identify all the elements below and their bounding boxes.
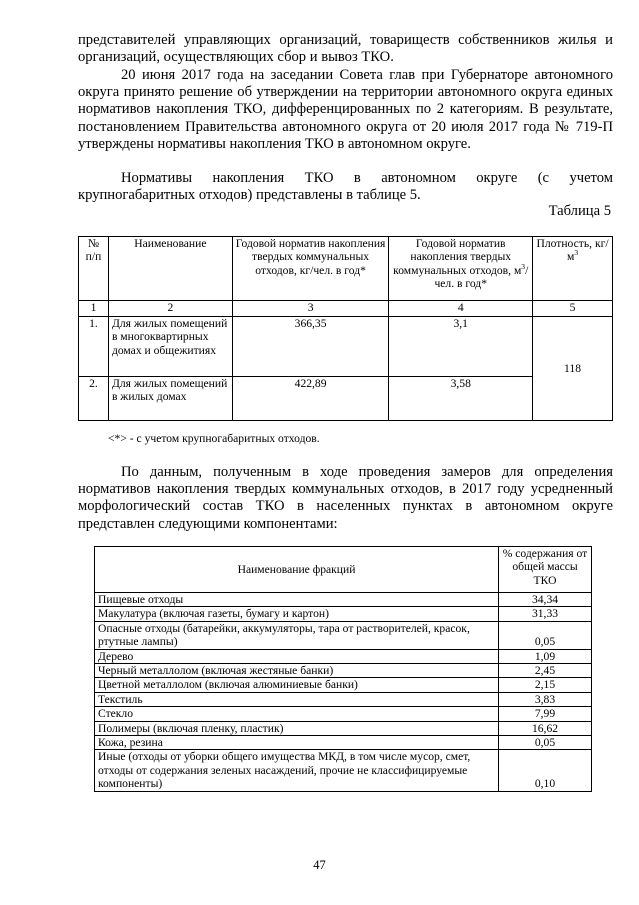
table-row — [95, 707, 592, 721]
t6-fraction-value: 7,99 — [499, 707, 592, 721]
table-5-caption: Таблица 5 — [548, 203, 611, 219]
t6-fraction-value: 0,05 — [499, 736, 592, 750]
table-row — [95, 678, 592, 692]
t5-colnum: 4 — [389, 301, 533, 317]
table-row — [95, 649, 592, 663]
table-row — [95, 692, 592, 706]
t6-fraction-value: 2,15 — [499, 678, 592, 692]
t5-header-mass: Годовой норматив накопления твердых коммунальных отходов, кг/чел. в год* — [232, 237, 389, 301]
t6-fraction-name: Иные (отходы от уборки общего имущества МКД, в том числе мусор, смет, отходы от содержания зеленых насаждений, прочие не классифицируемые компоненты) — [95, 750, 499, 791]
t5-colnum: 1 — [79, 301, 109, 317]
t5-row-mass: 366,35 — [232, 317, 389, 377]
t6-fraction-value: 16,62 — [499, 721, 592, 735]
table-row — [95, 736, 592, 750]
t5-row-name: Для жилых помещений в жилых домах — [108, 377, 232, 421]
t6-fraction-name: Дерево — [95, 649, 499, 663]
t6-fraction-name: Стекло — [95, 707, 499, 721]
page-number: 47 — [313, 858, 326, 872]
t5-row-volume: 3,1 — [389, 317, 533, 377]
table-row — [79, 317, 613, 377]
t5-colnum: 5 — [533, 301, 613, 317]
table-row — [95, 664, 592, 678]
t5-colnum: 3 — [232, 301, 389, 317]
t6-fraction-name: Полимеры (включая пленку, пластик) — [95, 721, 499, 735]
t6-header-percent: % содержания от общей массы ТКО — [499, 547, 592, 593]
table-row — [95, 607, 592, 621]
t6-fraction-value: 31,33 — [499, 607, 592, 621]
paragraph-3: Нормативы накопления ТКО в автономном округе (с учетом крупногабаритных отходов) представлены в таблице 5. — [78, 170, 613, 204]
paragraph-1: представителей управляющих организаций, товариществ собственников жилья и организаций, осуществляющих сбор и вывоз ТКО. — [78, 32, 613, 66]
t6-fraction-name: Цветной металлолом (включая алюминиевые банки) — [95, 678, 499, 692]
t6-fraction-name: Пищевые отходы — [95, 593, 499, 607]
t5-density: 118 — [533, 317, 613, 421]
t6-fraction-value: 1,09 — [499, 649, 592, 663]
t6-fraction-value: 34,34 — [499, 593, 592, 607]
t6-header-name: Наименование фракций — [95, 547, 499, 593]
t5-colnum: 2 — [108, 301, 232, 317]
t5-header-volume: Годовой норматив накопления твердых коммунальных отходов, $м^3$/чел. в год* — [389, 237, 533, 301]
t5-row-mass: 422,89 — [232, 377, 389, 421]
t5-row-num: 1. — [79, 317, 109, 377]
table-5-footnote: <*> - с учетом крупногабаритных отходов. — [108, 432, 320, 445]
t5-header-num: № п/п — [79, 237, 109, 301]
t5-header-density: Плотность, $кг/м^3$ — [533, 237, 613, 301]
table-waste-composition — [94, 546, 592, 792]
table-row — [95, 721, 592, 735]
paragraph-2: 20 июня 2017 года на заседании Совета глав при Губернаторе автономного округа принято решение об утверждении на территории автономного округа единых нормативов накопления ТКО, дифференцированных по 2 категориям. В результате, постановлением Правительства автономного округа от 20 июля 2017 года № 719-П утверждены нормативы накопления ТКО в автономном округе. — [78, 67, 613, 152]
t6-fraction-name: Черный металлолом (включая жестяные банки) — [95, 664, 499, 678]
t6-fraction-name: Макулатура (включая газеты, бумагу и картон) — [95, 607, 499, 621]
t5-row-volume: 3,58 — [389, 377, 533, 421]
t6-fraction-value: 0,10 — [499, 750, 592, 791]
t5-row-num: 2. — [79, 377, 109, 421]
t6-fraction-value: 2,45 — [499, 664, 592, 678]
table-row — [95, 621, 592, 649]
t5-header-name: Наименование — [108, 237, 232, 301]
t6-fraction-value: 0,05 — [499, 621, 592, 649]
t5-row-name: Для жилых помещений в многоквартирных домах и общежитиях — [108, 317, 232, 377]
table-5 — [78, 236, 613, 421]
t6-fraction-value: 3,83 — [499, 692, 592, 706]
table-row — [79, 377, 613, 421]
t6-fraction-name: Кожа, резина — [95, 736, 499, 750]
paragraph-4: По данным, полученным в ходе проведения замеров для определения нормативов накопления твердых коммунальных отходов, в 2017 году усредненный морфологический состав ТКО в населенных пунктах в автономном округе представлен следующими компонентами: — [78, 464, 613, 532]
table-row — [95, 593, 592, 607]
table-row — [95, 750, 592, 791]
t6-fraction-name: Текстиль — [95, 692, 499, 706]
t6-fraction-name: Опасные отходы (батарейки, аккумуляторы, тара от растворителей, красок, ртутные лампы) — [95, 621, 499, 649]
